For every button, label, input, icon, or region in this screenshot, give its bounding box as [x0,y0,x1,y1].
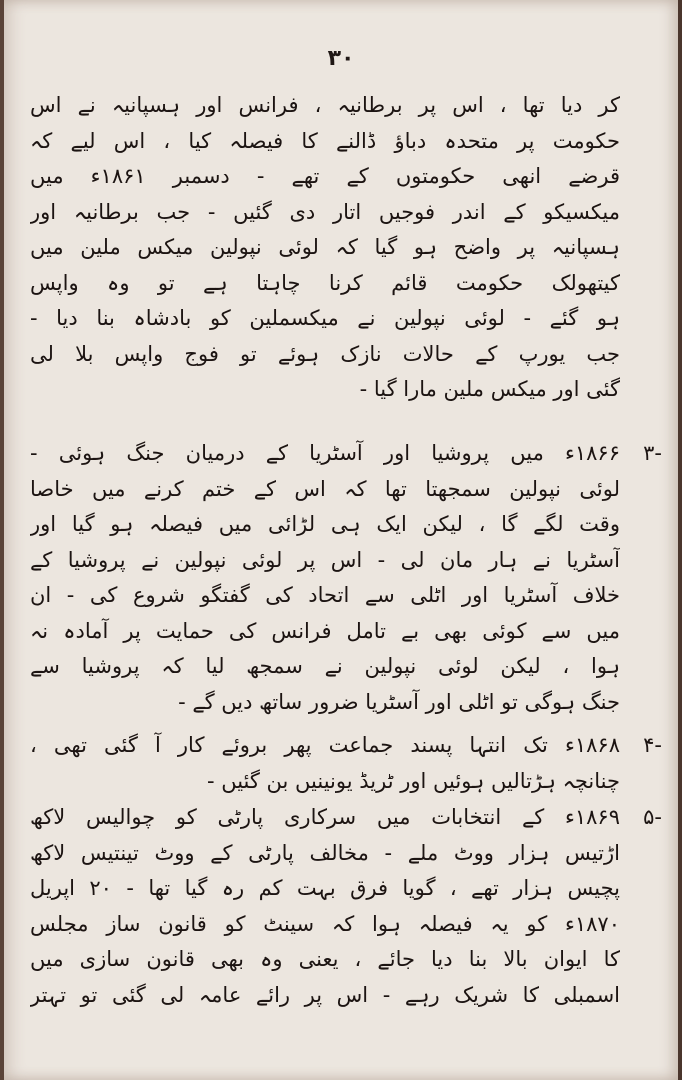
item-number-4: -۴ [643,733,662,757]
text-line: ہوا ، لیکن لوئی نپولین نے سمجھ لیا کہ پروشیا سے [30,654,620,678]
text-line: ۱۸۶۶ء میں پروشیا اور آسٹریا کے درمیان جنگ ہوئی - [30,441,620,465]
text-line: وقت لگے گا ، لیکن ایک ہی لڑائی میں فیصلہ ہو گیا اور [30,512,620,536]
text-line: کر دیا تھا ، اس پر برطانیہ ، فرانس اور ہسپانیہ نے اس [30,93,620,117]
page-edge-right [678,0,682,1080]
list-item-5 [30,800,620,1013]
list-item-4 [30,728,620,799]
text-line: ۱۸۶۸ء تک انتہا پسند جماعت پھر بروئے کار آ گئی تھی ، [30,733,620,757]
text-line: اسمبلی کا شریک رہے - اس پر رائے عامہ لی گئی تو تہتر [30,982,620,1007]
text-line: میں سے کوئی بھی بے تامل فرانس کی حمایت پر آمادہ نہ [30,618,620,643]
text-line: چنانچہ ہڑتالیں ہوئیں اور ٹریڈ یونینیں بن گئیں - [206,768,620,793]
text-line: ۱۸۷۰ء کو یہ فیصلہ ہوا کہ سینٹ کو قانون ساز مجلس [30,911,620,936]
text-line: آسٹریا نے ہار مان لی - اس پر لوئی نپولین نے پروشیا کے [30,547,620,572]
text-line: ۱۸۶۹ء کے انتخابات میں سرکاری پارٹی کو چوالیس لاکھ [30,805,620,829]
item-number-3: -۳ [643,441,662,465]
text-line: اڑتیس ہزار ووٹ ملے - مخالف پارٹی کے ووٹ تینتیس لاکھ [30,840,620,865]
intro-paragraph [30,88,620,408]
page-number: ۳۰ [327,46,355,71]
text-line: حکومت پر متحدہ دباؤ ڈالنے کا فیصلہ کیا ، اس لیے کہ [30,128,620,153]
text-line: گئی اور میکس ملین مارا گیا - [359,377,620,401]
text-line: جنگ ہوگی تو اٹلی اور آسٹریا ضرور ساتھ دیں گے - [178,689,620,714]
text-line: خلاف آسٹریا اور اٹلی سے اتحاد کی گفتگو شروع کی - ان [30,583,620,607]
text-line: قرضے انھی حکومتوں کے تھے - دسمبر ۱۸۶۱ء میں [30,164,620,188]
text-line: جب یورپ کے حالات نازک ہوئے تو فوج واپس بلا لی [30,341,620,366]
list-item-3 [30,436,620,720]
text-line: کا ایوان بالا بنا دیا جائے ، یعنی وہ بھی قانون سازی میں [30,947,620,971]
text-line: پچیس ہزار تھے ، گویا فرق بہت کم رہ گیا تھا - ۲۰ اپریل [30,876,620,900]
text-line: ہسپانیہ پر واضح ہو گیا کہ لوئی نپولین میکس ملین میں [30,235,620,259]
item-number-5: -۵ [643,805,662,829]
text-line: میکسیکو کے اندر فوجیں اتار دی گئیں - جب برطانیہ اور [30,199,620,224]
book-page [4,0,678,1080]
text-line: ہو گئے - لوئی نپولین نے میکسملین کو بادشاہ بنا دیا - [30,306,620,330]
text-line: لوئی نپولین سمجھتا تھا کہ اس کے ختم کرنے میں خاصا [30,476,620,501]
text-line: کیتھولک حکومت قائم کرنا چاہتا ہے تو وہ واپس [30,270,620,295]
